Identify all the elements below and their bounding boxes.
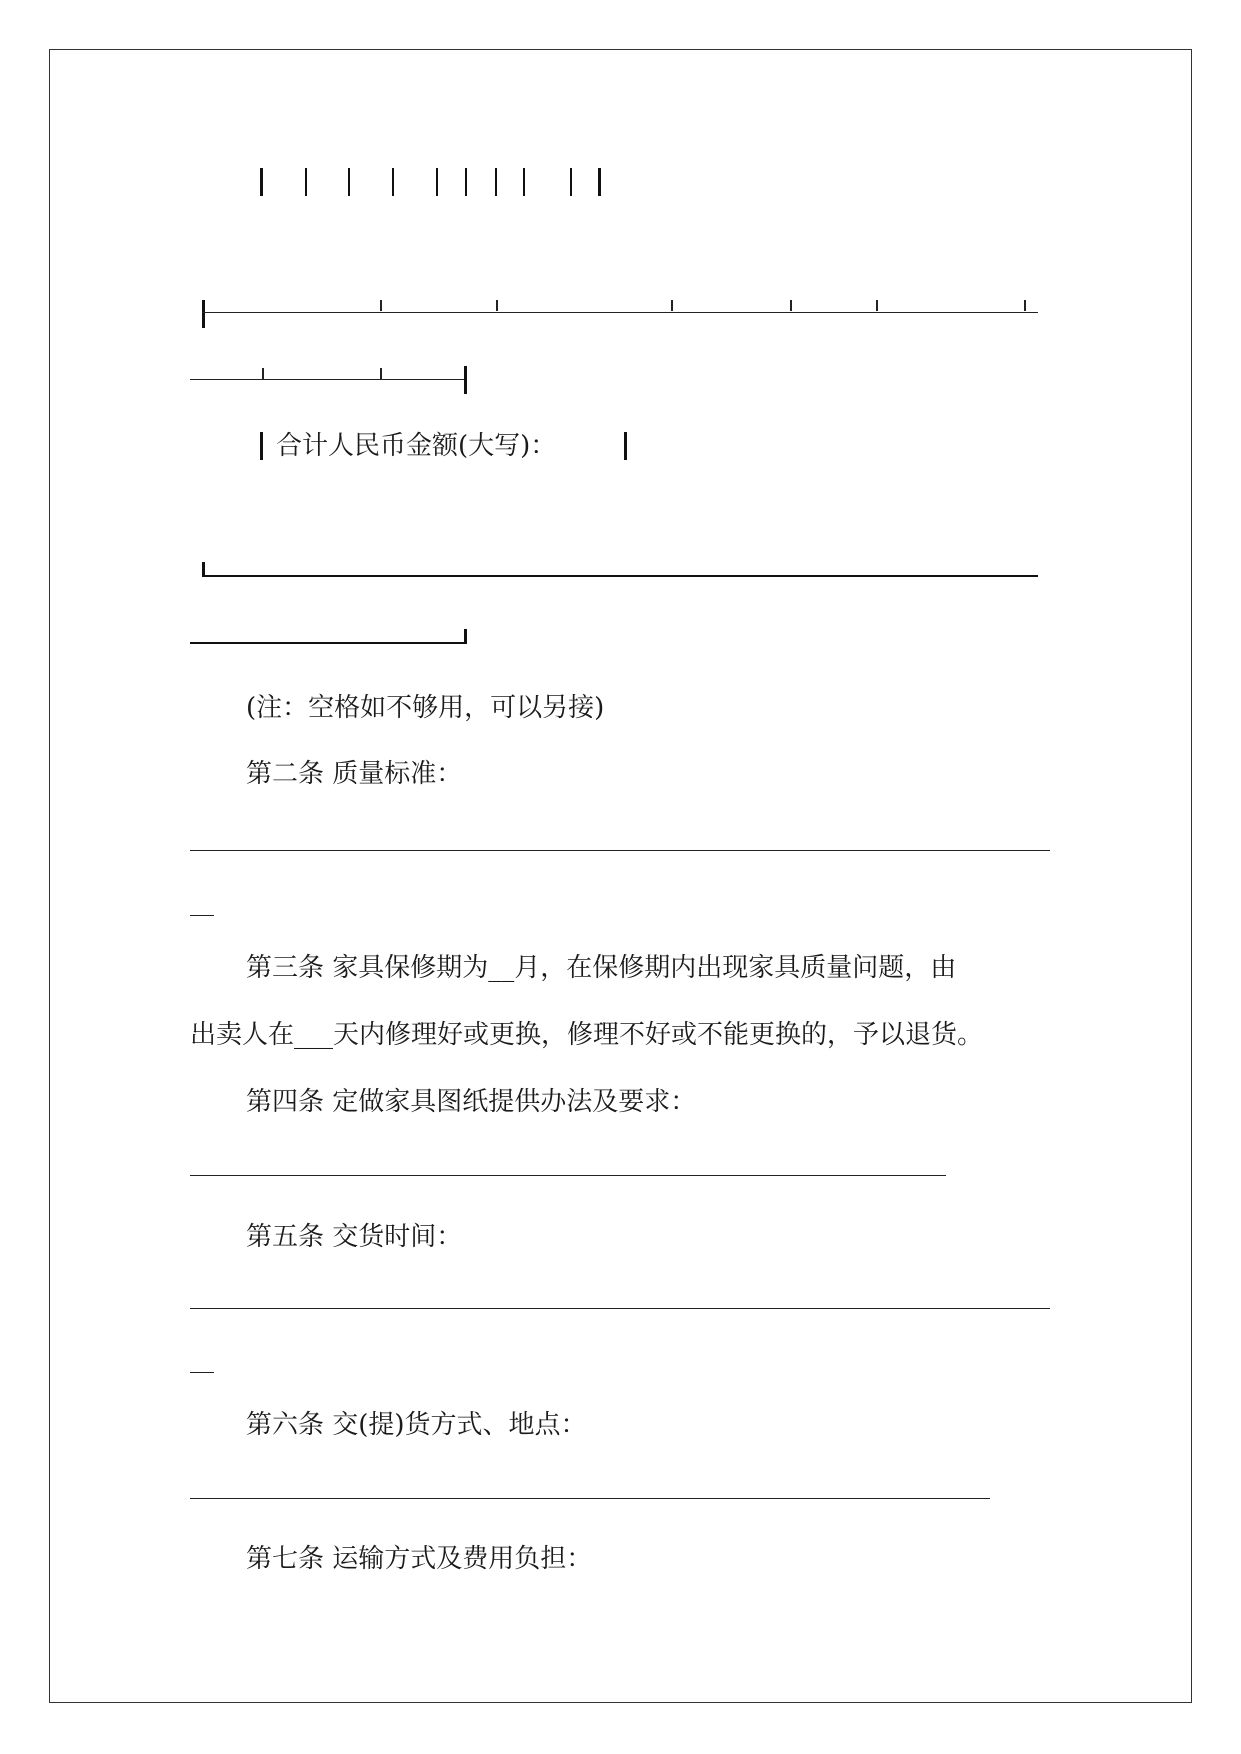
article-5: 第五条 交货时间： <box>246 1222 463 1252</box>
note-text: (注：空格如不够用，可以另接) <box>246 693 605 723</box>
fill-blank-line <box>190 1175 946 1176</box>
fill-blank-line <box>190 1498 990 1499</box>
article-7: 第七条 运输方式及费用负担： <box>246 1544 593 1574</box>
article-3-line-1: 第三条 家具保修期为__月，在保修期内出现家具质量问题，由 <box>246 953 957 983</box>
fill-blank-line <box>190 1372 214 1373</box>
article-3-line-2: 出卖人在___天内修理好或更换，修理不好或不能更换的，予以退货。 <box>190 1020 984 1050</box>
fill-blank-line <box>190 1308 1050 1309</box>
fill-blank-line <box>190 850 1050 851</box>
fill-blank-line <box>190 915 214 916</box>
total-amount-label: 合计人民币金额(大写)： <box>276 431 557 461</box>
article-4: 第四条 定做家具图纸提供办法及要求： <box>246 1087 697 1117</box>
article-6: 第六条 交(提)货方式、地点： <box>246 1410 587 1440</box>
page-border <box>49 49 1192 1703</box>
article-2: 第二条 质量标准： <box>246 759 463 789</box>
